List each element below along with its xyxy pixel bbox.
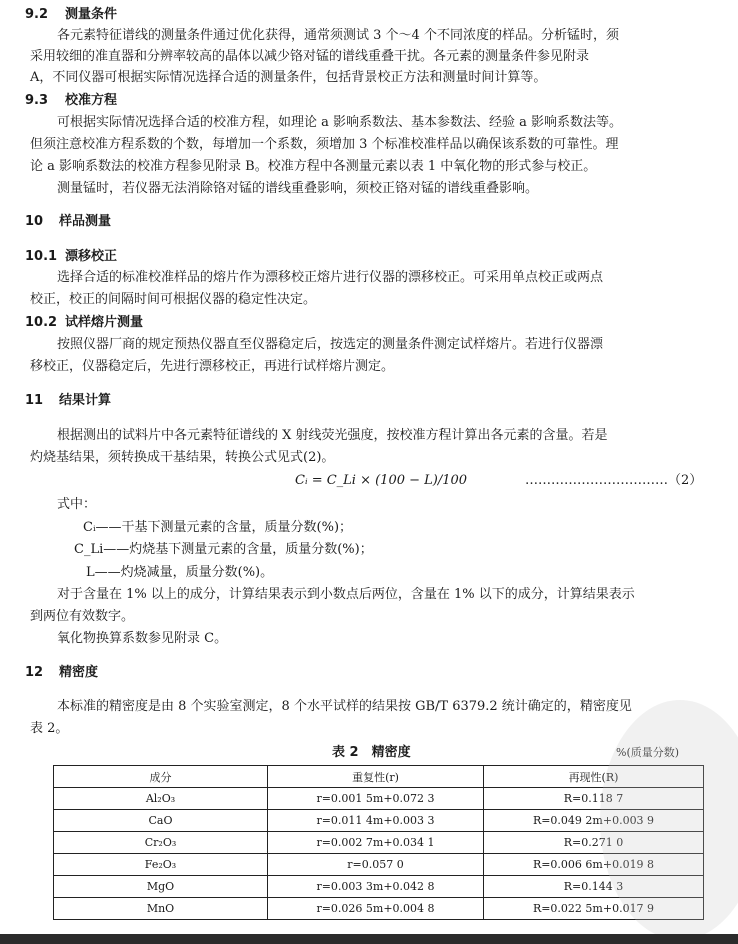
paragraph-line: 对于含量在 1% 以上的成分，计算结果表示到小数点后两位，含量在 1% 以下的成分，计算结果表示 — [57, 587, 635, 602]
section-title: 漂移校正 — [65, 249, 118, 264]
header-cell: 重复性(r) — [268, 766, 484, 788]
paragraph-line: A，不同仪器可根据实际情况选择合适的测量条件，包括背景校正方法和测量时间计算等。 — [30, 70, 547, 85]
section-title: 精密度 — [59, 665, 99, 680]
bottom-edge-bar — [0, 934, 738, 944]
table-cell: Al₂O₃ — [54, 788, 268, 810]
section-heading-9-3 — [25, 92, 117, 110]
section-heading-10 — [25, 213, 111, 231]
table-cell: Fe₂O₃ — [54, 854, 268, 876]
paragraph-line: 测量锰时，若仪器无法消除铬对锰的谱线重叠影响，须校正铬对锰的谱线重叠影响。 — [57, 181, 539, 196]
variable-definition: Cᵢ——干基下测量元素的含量，质量分数(%)； — [83, 520, 353, 535]
section-number: 10.2 — [25, 315, 58, 330]
section-heading-11 — [25, 392, 111, 410]
table-cell: R=0.006 6m+0.019 8 — [484, 854, 704, 876]
paragraph-line: 采用较细的准直器和分辨率较高的晶体以减少铬对锰的谱线重叠干扰。各元素的测量条件参见附录 — [30, 49, 590, 64]
section-heading-12 — [25, 664, 98, 682]
table-cell: R=0.144 3 — [484, 876, 704, 898]
section-heading-9-2 — [25, 6, 117, 24]
variable-definition: L——灼烧减量，质量分数(%)。 — [86, 565, 274, 580]
section-title: 测量条件 — [65, 7, 118, 22]
table-cell: R=0.049 2m+0.003 9 — [484, 810, 704, 832]
paragraph-line: 根据测出的试料片中各元素特征谱线的 X 射线荧光强度，按校准方程计算出各元素的含量。若是 — [57, 428, 608, 443]
table-cell: r=0.001 5m+0.072 3 — [268, 788, 484, 810]
section-number: 12 — [25, 665, 44, 680]
paragraph-line: 本标准的精密度是由 8 个实验室测定，8 个水平试样的结果按 GB/T 6379.2 统计确定的，精密度见 — [57, 699, 632, 714]
table-cell: r=0.026 5m+0.004 8 — [268, 898, 484, 920]
paragraph-line: 各元素特征谱线的测量条件通过优化获得，通常须测试 3 个～4 个不同浓度的样品。分析锰时，须 — [57, 28, 619, 43]
paragraph-line: 到两位有效数字。 — [30, 609, 135, 624]
table-caption: 表 2 精密度 — [332, 745, 411, 760]
section-title: 结果计算 — [59, 393, 112, 408]
table-cell: MnO — [54, 898, 268, 920]
table-unit: %(质量分数) — [616, 746, 680, 759]
section-title: 样品测量 — [59, 214, 112, 229]
table-cell: Cr₂O₃ — [54, 832, 268, 854]
table-cell: r=0.002 7m+0.034 1 — [268, 832, 484, 854]
table-cell: MgO — [54, 876, 268, 898]
section-heading-10-2 — [25, 314, 143, 332]
table-cell: r=0.057 0 — [268, 854, 484, 876]
table-cell: r=0.003 3m+0.042 8 — [268, 876, 484, 898]
paragraph-line: 氧化物换算系数参见附录 C。 — [57, 631, 228, 646]
formula-2: Cᵢ = C_Li × (100 − L)/100 — [295, 473, 468, 488]
section-title: 试样熔片测量 — [65, 315, 144, 330]
section-number: 10.1 — [25, 249, 58, 264]
section-number: 9.2 — [25, 7, 49, 22]
table-cell: R=0.271 0 — [484, 832, 704, 854]
section-number: 9.3 — [25, 93, 49, 108]
paragraph-line: 按照仪器厂商的规定预热仪器直至仪器稳定后，按选定的测量条件测定试样熔片。若进行仪器漂 — [57, 337, 604, 352]
section-title: 校准方程 — [65, 93, 118, 108]
header-cell: 成分 — [54, 766, 268, 788]
paragraph-line: 但须注意校准方程系数的个数，每增加一个系数，须增加 3 个标准校准样品以确保该系数的可靠性。理 — [30, 137, 619, 152]
paragraph-line: 可根据实际情况选择合适的校准方程，如理论 a 影响系数法、基本参数法、经验 a 影响系数法等。 — [57, 115, 623, 130]
paragraph-line: 灼烧基结果，须转换成干基结果，转换公式见式(2)。 — [30, 450, 335, 465]
table-cell: R=0.118 7 — [484, 788, 704, 810]
variable-definition: C_Li——灼烧基下测量元素的含量，质量分数(%)； — [74, 542, 373, 557]
paragraph-line: 选择合适的标准校准样品的熔片作为漂移校正熔片进行仪器的漂移校正。可采用单点校正或两点 — [57, 270, 604, 285]
table-row — [54, 876, 704, 898]
paragraph-line: 表 2。 — [30, 721, 69, 736]
table-row — [54, 898, 704, 920]
section-heading-10-1 — [25, 248, 117, 266]
section-number: 10 — [25, 214, 44, 229]
table-cell: R=0.022 5m+0.017 9 — [484, 898, 704, 920]
where-label: 式中： — [57, 497, 97, 512]
table-cell: r=0.011 4m+0.003 3 — [268, 810, 484, 832]
table-cell: CaO — [54, 810, 268, 832]
section-number: 11 — [25, 393, 44, 408]
paragraph-line: 论 a 影响系数法的校准方程参见附录 B。校准方程中各测量元素以表 1 中氧化物的形式参与校正。 — [30, 159, 597, 174]
paragraph-line: 移校正，仪器稳定后，先进行漂移校正，再进行试样熔片测定。 — [30, 359, 395, 374]
header-cell: 再现性(R) — [484, 766, 704, 788]
paragraph-line: 校正，校正的间隔时间可根据仪器的稳定性决定。 — [30, 292, 317, 307]
equation-number: ……………………………（2） — [525, 473, 703, 488]
